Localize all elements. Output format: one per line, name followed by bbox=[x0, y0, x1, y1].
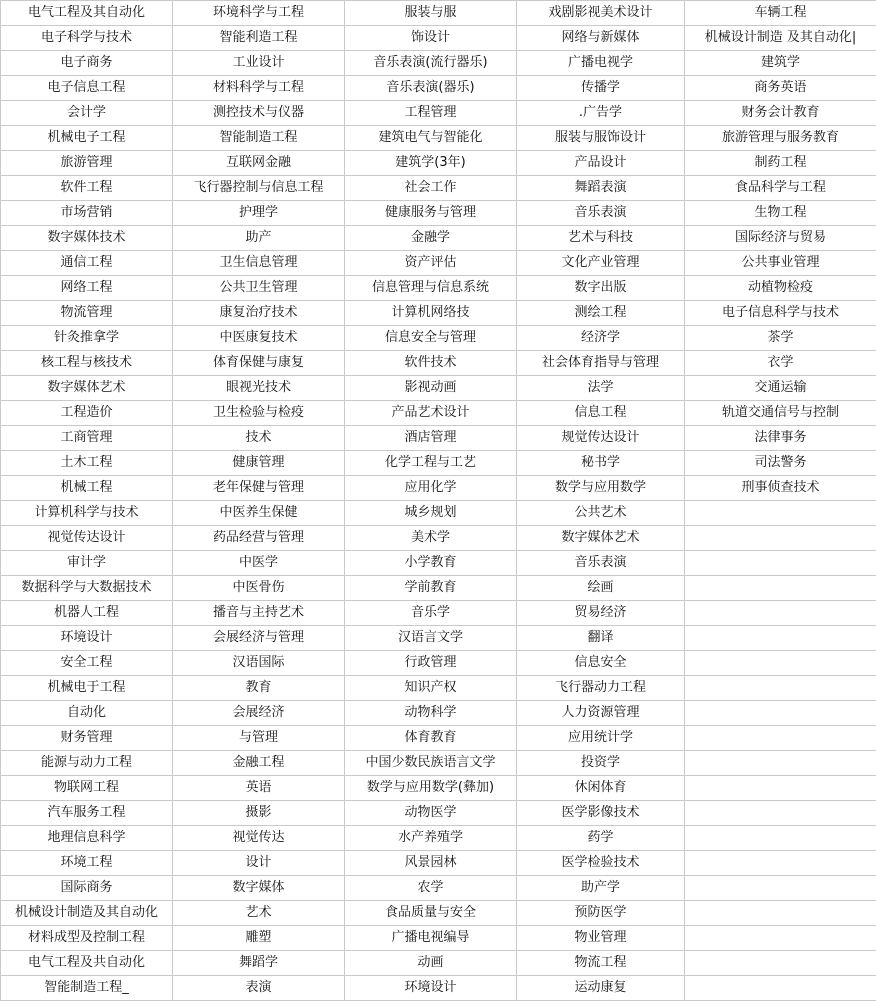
table-cell: 英语 bbox=[173, 776, 345, 801]
table-cell bbox=[685, 526, 876, 551]
table-cell: 食品质量与安全 bbox=[345, 901, 517, 926]
table-cell: 旅游管理与服务教育 bbox=[685, 126, 876, 151]
majors-table-body bbox=[1, 1, 876, 1001]
table-cell: 休闲体育 bbox=[517, 776, 685, 801]
table-cell: 数字媒体 bbox=[173, 876, 345, 901]
table-row bbox=[1, 226, 876, 251]
table-cell: 动植物检疫 bbox=[685, 276, 876, 301]
table-cell: 针灸推拿学 bbox=[1, 326, 173, 351]
table-cell: 物流工程 bbox=[517, 951, 685, 976]
table-cell: 健康服务与管理 bbox=[345, 201, 517, 226]
table-row bbox=[1, 101, 876, 126]
table-cell: 制药工程 bbox=[685, 151, 876, 176]
table-cell: 风景园林 bbox=[345, 851, 517, 876]
table-cell: 艺术与科技 bbox=[517, 226, 685, 251]
table-cell: 机器人工程 bbox=[1, 601, 173, 626]
table-cell: 计算机科学与技术 bbox=[1, 501, 173, 526]
table-cell: 学前教育 bbox=[345, 576, 517, 601]
table-cell: 会计学 bbox=[1, 101, 173, 126]
table-cell: 音乐表演 bbox=[517, 201, 685, 226]
table-row bbox=[1, 626, 876, 651]
table-cell: 体育保健与康复 bbox=[173, 351, 345, 376]
table-cell: 播音与主持艺术 bbox=[173, 601, 345, 626]
table-cell: 服装与服 bbox=[345, 1, 517, 26]
table-cell: 服装与服饰设计 bbox=[517, 126, 685, 151]
table-cell: 社会体育指导与管理 bbox=[517, 351, 685, 376]
table-row bbox=[1, 126, 876, 151]
table-row bbox=[1, 326, 876, 351]
table-cell: 电气工程及共自动化 bbox=[1, 951, 173, 976]
table-cell bbox=[685, 751, 876, 776]
table-row bbox=[1, 401, 876, 426]
table-cell: 软件工程 bbox=[1, 176, 173, 201]
table-row bbox=[1, 726, 876, 751]
table-cell: 软件技术 bbox=[345, 351, 517, 376]
table-cell bbox=[685, 851, 876, 876]
table-cell: 饰设计 bbox=[345, 26, 517, 51]
table-cell: 公共艺术 bbox=[517, 501, 685, 526]
table-cell bbox=[685, 876, 876, 901]
table-cell: 健康管理 bbox=[173, 451, 345, 476]
table-cell: 金融学 bbox=[345, 226, 517, 251]
table-cell: 公共事业管理 bbox=[685, 251, 876, 276]
table-cell: 表演 bbox=[173, 976, 345, 1001]
table-cell: 广播电视学 bbox=[517, 51, 685, 76]
table-cell bbox=[685, 726, 876, 751]
table-cell: 信息安全 bbox=[517, 651, 685, 676]
table-cell: 测绘工程 bbox=[517, 301, 685, 326]
table-row bbox=[1, 701, 876, 726]
table-cell: 投资学 bbox=[517, 751, 685, 776]
table-cell: 轨道交通信号与控制 bbox=[685, 401, 876, 426]
table-cell: 雕塑 bbox=[173, 926, 345, 951]
table-row bbox=[1, 476, 876, 501]
table-row bbox=[1, 551, 876, 576]
table-cell: 数字媒体技术 bbox=[1, 226, 173, 251]
table-cell: 行政管理 bbox=[345, 651, 517, 676]
table-cell: 运动康复 bbox=[517, 976, 685, 1001]
table-row bbox=[1, 651, 876, 676]
table-row bbox=[1, 1, 876, 26]
table-cell: 人力资源管理 bbox=[517, 701, 685, 726]
table-cell bbox=[685, 701, 876, 726]
table-cell: 智能利造工程 bbox=[173, 26, 345, 51]
table-cell: 环境工程 bbox=[1, 851, 173, 876]
table-cell: 物流管理 bbox=[1, 301, 173, 326]
table-cell: 中医学 bbox=[173, 551, 345, 576]
table-cell: 艺术 bbox=[173, 901, 345, 926]
table-cell: 农学 bbox=[345, 876, 517, 901]
table-cell: 电子科学与技术 bbox=[1, 26, 173, 51]
table-cell: 机械设计制造 及其自动化| bbox=[685, 26, 876, 51]
table-cell: 国际商务 bbox=[1, 876, 173, 901]
table-cell: 地理信息科学 bbox=[1, 826, 173, 851]
table-cell: 电气工程及其自动化 bbox=[1, 1, 173, 26]
table-row bbox=[1, 176, 876, 201]
table-row bbox=[1, 201, 876, 226]
table-cell: 中医养生保健 bbox=[173, 501, 345, 526]
table-cell bbox=[685, 826, 876, 851]
table-cell: 衣学 bbox=[685, 351, 876, 376]
table-cell: 机械设计制造及其自动化 bbox=[1, 901, 173, 926]
table-row bbox=[1, 26, 876, 51]
table-row bbox=[1, 951, 876, 976]
table-row bbox=[1, 751, 876, 776]
table-row bbox=[1, 926, 876, 951]
table-cell: 工商管理 bbox=[1, 426, 173, 451]
table-cell: 自动化 bbox=[1, 701, 173, 726]
table-cell: 生物工程 bbox=[685, 201, 876, 226]
table-cell: 经济学 bbox=[517, 326, 685, 351]
table-cell: 化学工程与工艺 bbox=[345, 451, 517, 476]
table-cell: 社会工作 bbox=[345, 176, 517, 201]
table-row bbox=[1, 976, 876, 1001]
table-cell: 会展经济 bbox=[173, 701, 345, 726]
table-cell: 土木工程 bbox=[1, 451, 173, 476]
table-cell: 与管理 bbox=[173, 726, 345, 751]
table-cell: 音乐表演 bbox=[517, 551, 685, 576]
table-cell: 汽车服务工程 bbox=[1, 801, 173, 826]
table-cell: 物业管理 bbox=[517, 926, 685, 951]
table-cell: 中医骨伤 bbox=[173, 576, 345, 601]
table-cell: 动物科学 bbox=[345, 701, 517, 726]
table-cell bbox=[685, 601, 876, 626]
table-cell: 美术学 bbox=[345, 526, 517, 551]
table-cell: 设计 bbox=[173, 851, 345, 876]
table-cell: 网络与新媒体 bbox=[517, 26, 685, 51]
table-cell: 数学与应用数学 bbox=[517, 476, 685, 501]
table-cell: 财务管理 bbox=[1, 726, 173, 751]
table-row bbox=[1, 451, 876, 476]
table-row bbox=[1, 51, 876, 76]
table-cell: 医学检验技术 bbox=[517, 851, 685, 876]
table-cell: 规觉传达设计 bbox=[517, 426, 685, 451]
table-cell: 汉语言文学 bbox=[345, 626, 517, 651]
table-cell: 市场营销 bbox=[1, 201, 173, 226]
table-cell bbox=[685, 976, 876, 1001]
table-cell: 数字媒体艺术 bbox=[1, 376, 173, 401]
table-cell bbox=[685, 501, 876, 526]
table-cell: 广播电视编导 bbox=[345, 926, 517, 951]
table-row bbox=[1, 826, 876, 851]
table-row bbox=[1, 376, 876, 401]
table-cell: 机械电子工程 bbox=[1, 126, 173, 151]
table-cell: 音乐学 bbox=[345, 601, 517, 626]
table-cell: 能源与动力工程 bbox=[1, 751, 173, 776]
table-cell bbox=[685, 626, 876, 651]
table-cell: 医学影像技术 bbox=[517, 801, 685, 826]
table-cell: 交通运输 bbox=[685, 376, 876, 401]
table-cell: 环境科学与工程 bbox=[173, 1, 345, 26]
table-cell: 数学与应用数学(彝加) bbox=[345, 776, 517, 801]
table-cell: 翻译 bbox=[517, 626, 685, 651]
table-cell: 建筑学(3年) bbox=[345, 151, 517, 176]
table-cell: 旅游管理 bbox=[1, 151, 173, 176]
table-cell: 应用化学 bbox=[345, 476, 517, 501]
table-cell: 音乐表演(器乐) bbox=[345, 76, 517, 101]
table-row bbox=[1, 851, 876, 876]
table-cell: 音乐表演(流行器乐) bbox=[345, 51, 517, 76]
table-row bbox=[1, 426, 876, 451]
table-cell: 秘书学 bbox=[517, 451, 685, 476]
table-cell: 药品经营与管理 bbox=[173, 526, 345, 551]
table-cell bbox=[685, 776, 876, 801]
table-cell bbox=[685, 676, 876, 701]
table-cell: 老年保健与管理 bbox=[173, 476, 345, 501]
table-cell: 车辆工程 bbox=[685, 1, 876, 26]
table-cell: 金融工程 bbox=[173, 751, 345, 776]
table-cell: 技术 bbox=[173, 426, 345, 451]
table-cell: 环境设计 bbox=[345, 976, 517, 1001]
table-cell: 茶学 bbox=[685, 326, 876, 351]
table-row bbox=[1, 876, 876, 901]
table-cell bbox=[685, 926, 876, 951]
table-cell: 眼视光技术 bbox=[173, 376, 345, 401]
table-row bbox=[1, 601, 876, 626]
table-cell: 会展经济与管理 bbox=[173, 626, 345, 651]
table-cell: 助产学 bbox=[517, 876, 685, 901]
table-cell: 汉语国际 bbox=[173, 651, 345, 676]
table-cell: 食品科学与工程 bbox=[685, 176, 876, 201]
table-cell: 工程管理 bbox=[345, 101, 517, 126]
table-row bbox=[1, 351, 876, 376]
table-row bbox=[1, 501, 876, 526]
table-row bbox=[1, 576, 876, 601]
table-cell: 康复治疗技术 bbox=[173, 301, 345, 326]
table-cell: 机械电于工程 bbox=[1, 676, 173, 701]
table-cell: 卫生信息管理 bbox=[173, 251, 345, 276]
table-row bbox=[1, 151, 876, 176]
table-cell: 网络工程 bbox=[1, 276, 173, 301]
table-cell: 建筑电气与智能化 bbox=[345, 126, 517, 151]
table-cell bbox=[685, 901, 876, 926]
table-cell: 测控技术与仪器 bbox=[173, 101, 345, 126]
table-cell: 护理学 bbox=[173, 201, 345, 226]
table-cell: 商务英语 bbox=[685, 76, 876, 101]
table-cell: 刑事侦查技术 bbox=[685, 476, 876, 501]
table-cell: 建筑学 bbox=[685, 51, 876, 76]
table-cell: 中国少数民族语言文学 bbox=[345, 751, 517, 776]
table-cell: 国际经济与贸易 bbox=[685, 226, 876, 251]
table-cell: 视觉传达 bbox=[173, 826, 345, 851]
table-cell: 酒店管理 bbox=[345, 426, 517, 451]
table-cell: 机械工程 bbox=[1, 476, 173, 501]
table-row bbox=[1, 526, 876, 551]
table-cell: 电子商务 bbox=[1, 51, 173, 76]
table-cell: 知识产权 bbox=[345, 676, 517, 701]
table-cell: .广告学 bbox=[517, 101, 685, 126]
table-cell: 智能制造工程 bbox=[173, 126, 345, 151]
table-row bbox=[1, 776, 876, 801]
table-cell: 物联网工程 bbox=[1, 776, 173, 801]
table-cell: 通信工程 bbox=[1, 251, 173, 276]
table-cell: 体育教育 bbox=[345, 726, 517, 751]
table-row bbox=[1, 676, 876, 701]
table-cell: 公共卫生管理 bbox=[173, 276, 345, 301]
table-cell: 舞蹈学 bbox=[173, 951, 345, 976]
table-cell: 应用统计学 bbox=[517, 726, 685, 751]
table-cell: 助产 bbox=[173, 226, 345, 251]
table-cell: 财务会计教育 bbox=[685, 101, 876, 126]
table-cell: 药学 bbox=[517, 826, 685, 851]
table-cell: 预防医学 bbox=[517, 901, 685, 926]
table-cell: 计算机网络技 bbox=[345, 301, 517, 326]
table-cell bbox=[685, 801, 876, 826]
table-cell: 水产养殖学 bbox=[345, 826, 517, 851]
table-cell: 互联网金融 bbox=[173, 151, 345, 176]
table-cell: 卫生检验与检疫 bbox=[173, 401, 345, 426]
table-cell: 贸易经济 bbox=[517, 601, 685, 626]
table-cell: 材料科学与工程 bbox=[173, 76, 345, 101]
table-cell: 文化产业管理 bbox=[517, 251, 685, 276]
table-cell: 工业设计 bbox=[173, 51, 345, 76]
table-cell: 视觉传达设计 bbox=[1, 526, 173, 551]
table-cell: 安全工程 bbox=[1, 651, 173, 676]
table-cell: 数据科学与大数据技术 bbox=[1, 576, 173, 601]
table-cell bbox=[685, 951, 876, 976]
table-row bbox=[1, 801, 876, 826]
table-cell: 材料成型及控制工程 bbox=[1, 926, 173, 951]
table-cell: 环境设计 bbox=[1, 626, 173, 651]
table-cell: 戏剧影视美术设计 bbox=[517, 1, 685, 26]
table-row bbox=[1, 901, 876, 926]
table-cell: 舞蹈表演 bbox=[517, 176, 685, 201]
table-cell: 中医康复技术 bbox=[173, 326, 345, 351]
table-cell bbox=[685, 551, 876, 576]
table-cell: 审计学 bbox=[1, 551, 173, 576]
table-cell: 信息管理与信息系统 bbox=[345, 276, 517, 301]
table-cell: 教育 bbox=[173, 676, 345, 701]
table-cell: 动画 bbox=[345, 951, 517, 976]
table-cell: 产品艺术设计 bbox=[345, 401, 517, 426]
table-cell: 信息工程 bbox=[517, 401, 685, 426]
table-cell bbox=[685, 576, 876, 601]
table-cell: 电子信息工程 bbox=[1, 76, 173, 101]
table-row bbox=[1, 276, 876, 301]
table-cell: 传播学 bbox=[517, 76, 685, 101]
table-cell: 信息安全与管理 bbox=[345, 326, 517, 351]
table-cell: 数字媒体艺术 bbox=[517, 526, 685, 551]
table-cell: 数字出版 bbox=[517, 276, 685, 301]
table-row bbox=[1, 251, 876, 276]
table-cell: 城乡规划 bbox=[345, 501, 517, 526]
table-cell: 产品设计 bbox=[517, 151, 685, 176]
table-cell: 法律事务 bbox=[685, 426, 876, 451]
table-cell: 智能制造工程_ bbox=[1, 976, 173, 1001]
table-cell: 绘画 bbox=[517, 576, 685, 601]
table-cell: 飞行器控制与信息工程 bbox=[173, 176, 345, 201]
table-cell: 动物医学 bbox=[345, 801, 517, 826]
table-cell: 司法警务 bbox=[685, 451, 876, 476]
table-cell: 小学教育 bbox=[345, 551, 517, 576]
table-cell: 飞行器动力工程 bbox=[517, 676, 685, 701]
table-row bbox=[1, 301, 876, 326]
table-cell bbox=[685, 651, 876, 676]
table-cell: 核工程与核技术 bbox=[1, 351, 173, 376]
table-cell: 工程造价 bbox=[1, 401, 173, 426]
table-cell: 摄影 bbox=[173, 801, 345, 826]
table-cell: 法学 bbox=[517, 376, 685, 401]
table-cell: 影视动画 bbox=[345, 376, 517, 401]
table-row bbox=[1, 76, 876, 101]
table-cell: 电子信息科学与技术 bbox=[685, 301, 876, 326]
table-cell: 资产评估 bbox=[345, 251, 517, 276]
